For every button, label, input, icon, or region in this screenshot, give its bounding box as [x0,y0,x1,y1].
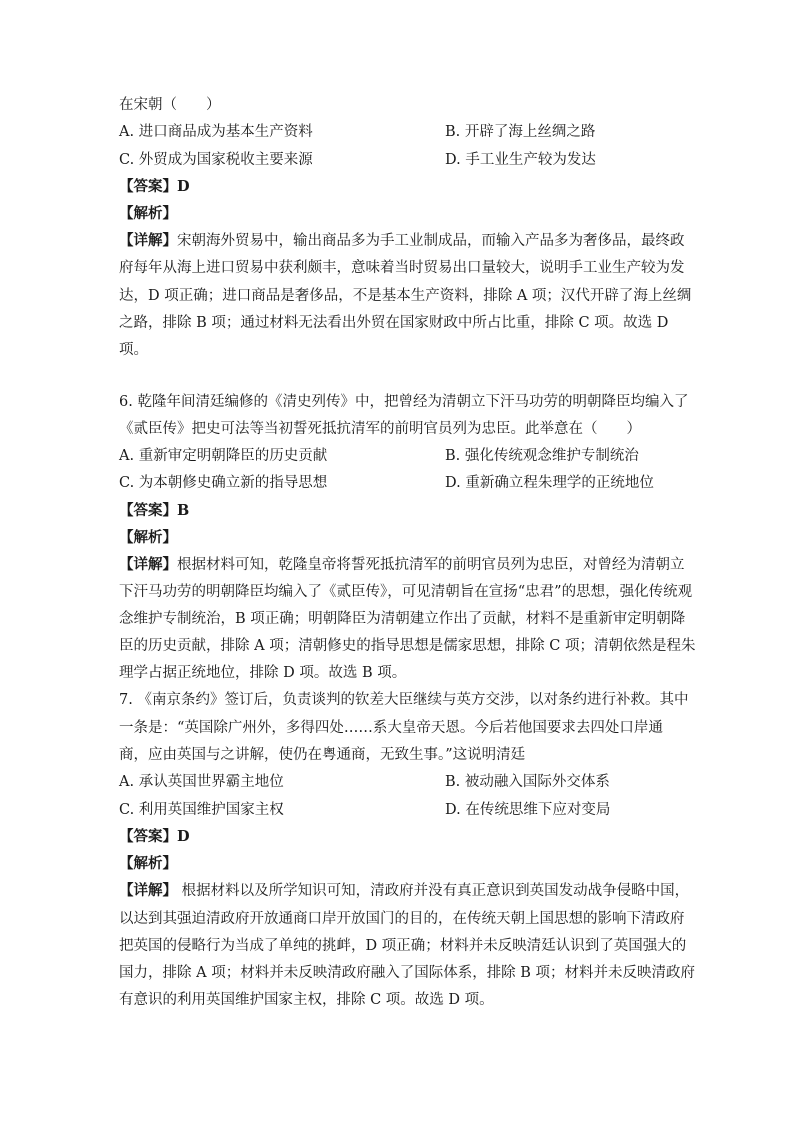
q7-stem-line: 7. 《南京条约》签订后，负责谈判的钦差大臣继续与英方交涉，以对条约进行补救。其中 [119,692,689,708]
q6-detail-line: 念维护专制统治，B 项正确；明朝降臣为清朝建立作出了贡献，材料不是重新审定明朝降 [119,611,686,627]
q7-detail-line [119,881,689,901]
q6-detail-line [119,555,685,575]
q6-stem-line: 《贰臣传》把史可法等当初誓死抵抗清军的前明官员列为忠臣。此举意在（ ） [119,421,641,437]
q7-detail-line: 以达到其强迫清政府开放通商口岸开放国门的目的，在传统天朝上国思想的影响下清政府 [119,911,685,927]
detail-text: 根据材料可知，乾隆皇帝将誓死抵抗清军的前明官员列为忠臣，对曾经为清朝立 [177,557,685,573]
q5-detail-line: 之路，排除 B 项；通过材料无法看出外贸在国家财政中所占比重，排除 C 项。故选 D [119,315,669,331]
q7-detail-line: 把英国的侵略行为当成了单纯的挑衅，D 项正确；材料并未反映清廷认识到了英国强大的 [119,938,687,954]
q6-detail-line: 理学占据正统地位，排除 D 项。故选 B 项。 [119,665,407,681]
q7-option-a: A. 承认英国世界霸主地位 [119,774,284,790]
q5-option-d: D. 手工业生产较为发达 [445,152,596,168]
answer-label: 【答案】 [119,502,177,519]
q5-detail-line: 达，D 项正确；进口商品是奢侈品，不是基本生产资料，排除 A 项；汉代开辟了海上丝绸 [119,288,692,304]
q5-answer [119,177,190,197]
q6-option-d: D. 重新确立程朱理学的正统地位 [445,475,654,491]
q6-analysis-label: 【解析】 [119,529,177,546]
q5-detail-line [119,231,685,251]
q5-stem-tail: 在宋朝（ ） [119,97,221,113]
q7-stem-line: 商，应由英国与之讲解，使仍在粤通商，无致生事。”这说明清廷 [119,747,526,763]
q7-detail-line: 国力，排除 A 项；材料并未反映清政府融入了国际体系，排除 B 项；材料并未反映清政府 [119,965,696,981]
answer-label: 【答案】 [119,178,177,195]
q6-option-b: B. 强化传统观念维护专制统治 [445,448,639,464]
detail-text: 根据材料以及所学知识可知，清政府并没有真正意识到英国发动战争侵略中国， [177,883,690,899]
detail-label: 【详解】 [119,556,177,573]
q7-option-d: D. 在传统思维下应对变局 [445,802,611,818]
detail-label: 【详解】 [119,882,177,899]
q7-analysis-label: 【解析】 [119,855,177,872]
q6-option-a: A. 重新审定明朝降臣的历史贡献 [119,448,328,464]
q6-option-c: C. 为本朝修史确立新的指导思想 [119,475,328,491]
q6-detail-line: 下汗马功劳的明朝降臣均编入了《贰臣传》，可见清朝旨在宣扬“忠君”的思想，强化传统观 [119,584,693,600]
q6-detail-line: 臣的历史贡献，排除 A 项；清朝修史的指导思想是儒家思想，排除 C 项；清朝依然是程朱 [119,638,696,654]
detail-label: 【详解】 [119,232,177,249]
q5-option-c: C. 外贸成为国家税收主要来源 [119,152,313,168]
q5-analysis-label: 【解析】 [119,205,177,222]
answer-value: D [177,178,190,195]
q6-stem-line: 6. 乾隆年间清廷编修的《清史列传》中，把曾经为清朝立下汗马功劳的明朝降臣均编入了 [119,394,689,410]
q7-stem-line: 一条是：“英国除广州外，多得四处……系大皇帝天恩。今后若他国要求去四处口岸通 [119,720,663,736]
answer-value: D [177,828,190,845]
q6-answer [119,501,189,521]
q5-detail-line: 项。 [119,342,148,358]
q5-option-a: A. 进口商品成为基本生产资料 [119,124,313,140]
answer-label: 【答案】 [119,828,177,845]
q7-answer [119,827,190,847]
q7-detail-line: 有意识的利用英国维护国家主权，排除 C 项。故选 D 项。 [119,992,494,1008]
q7-option-b: B. 被动融入国际外交体系 [445,774,610,790]
q5-detail-line: 府每年从海上进口贸易中获利颇丰，意味着当时贸易出口量较大，说明手工业生产较为发 [119,260,685,276]
q7-option-c: C. 利用英国维护国家主权 [119,802,284,818]
detail-text: 宋朝海外贸易中，输出商品多为手工业制成品，而输入产品多为奢侈品，最终政 [177,233,685,249]
q5-option-b: B. 开辟了海上丝绸之路 [445,124,596,140]
answer-value: B [177,502,190,519]
